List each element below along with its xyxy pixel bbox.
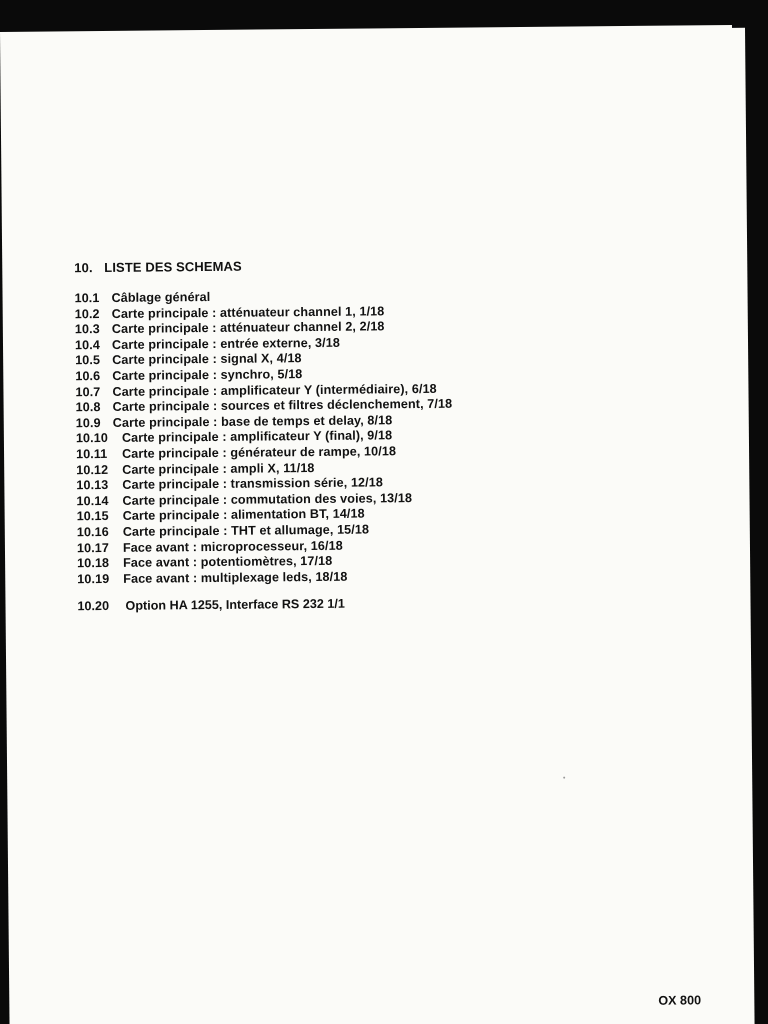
option-entry <box>77 596 454 614</box>
item-text: Carte principale : transmission série, 12/18 <box>122 475 384 492</box>
list-item <box>77 568 454 587</box>
item-text: Carte principale : atténuateur channel 1, 1/18 <box>111 303 385 321</box>
schematics-list-section <box>74 257 454 614</box>
item-number: 10.17 <box>76 540 110 555</box>
item-number: 10.3 <box>74 322 100 337</box>
item-text: Carte principale : amplificateur Y (intermédiaire), 6/18 <box>112 381 437 399</box>
item-number: 10.5 <box>75 353 101 368</box>
item-number: 10.1 <box>74 291 100 306</box>
item-text: Carte principale : synchro, 5/18 <box>112 367 303 383</box>
item-number: 10.15 <box>76 509 109 524</box>
item-text: Carte principale : entrée externe, 3/18 <box>111 335 340 352</box>
item-number: 10.14 <box>76 493 109 509</box>
item-text: Carte principale : ampli X, 11/18 <box>122 460 315 477</box>
item-number: 10.4 <box>74 337 100 353</box>
section-number: 10. <box>74 260 93 276</box>
item-number: 10.2 <box>74 306 100 321</box>
model-footer: OX 800 <box>658 993 702 1008</box>
item-text: Carte principale : atténuateur channel 2, 2/18 <box>111 319 385 337</box>
item-number: 10.9 <box>75 415 101 431</box>
scan-speck <box>563 777 565 779</box>
item-number: 10.7 <box>75 384 101 399</box>
item-text: Carte principale : commutation des voies, 13/18 <box>122 490 413 508</box>
option-text: Option HA 1255, Interface RS 232 1/1 <box>125 596 345 614</box>
schematics-list <box>74 288 453 588</box>
section-title: LISTE DES SCHEMAS <box>104 258 242 276</box>
item-number: 10.19 <box>77 571 110 586</box>
item-number: 10.6 <box>75 369 101 384</box>
item-text: Carte principale : THT et allumage, 15/18 <box>122 522 370 539</box>
item-number: 10.12 <box>76 462 109 477</box>
item-text: Carte principale : base de temps et delay, 8/18 <box>112 413 393 430</box>
item-number: 10.16 <box>76 524 109 540</box>
item-number: 10.8 <box>75 400 101 415</box>
item-text: Face avant : multiplexage leds, 18/18 <box>123 569 348 586</box>
item-text: Carte principale : sources et filtres déclenchement, 7/18 <box>112 396 453 415</box>
item-text: Face avant : microprocesseur, 16/18 <box>122 538 343 555</box>
item-text: Carte principale : signal X, 4/18 <box>112 351 302 368</box>
item-text: Carte principale : amplificateur Y (final), 9/18 <box>121 428 393 446</box>
section-heading <box>74 257 451 276</box>
document-page <box>0 25 742 1024</box>
item-text: Carte principale : alimentation BT, 14/18 <box>122 506 365 524</box>
item-text: Carte principale : générateur de rampe, 10/18 <box>121 444 397 461</box>
item-number: 10.18 <box>77 556 110 571</box>
item-number: 10.13 <box>76 478 109 493</box>
item-text: Face avant : potentiomètres, 17/18 <box>123 553 333 570</box>
option-number: 10.20 <box>77 599 110 614</box>
item-number: 10.10 <box>75 431 108 446</box>
item-text: Câblage général <box>111 289 211 305</box>
item-number: 10.11 <box>75 446 108 462</box>
